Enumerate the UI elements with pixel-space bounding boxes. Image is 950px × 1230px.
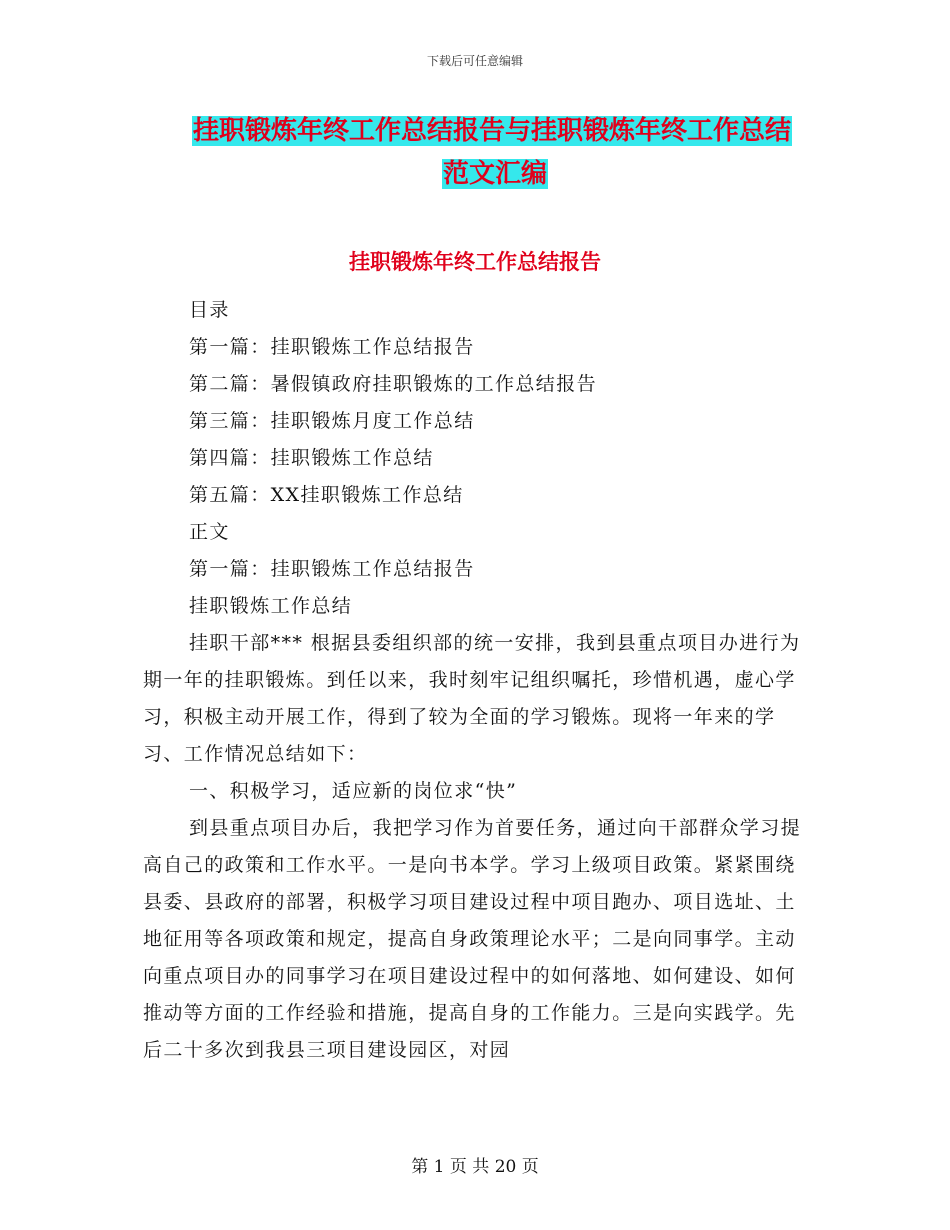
toc-heading: 目录 [189, 299, 230, 321]
document-title [192, 110, 812, 196]
sub-title: 挂职锻炼年终工作总结报告 [349, 250, 601, 274]
page-footer: 第 1 页 共 20 页 [411, 1157, 539, 1177]
document-body [143, 292, 805, 1069]
paragraph: 挂职干部*** 根据县委组织部的统一安排，我到县重点项目办进行为期一年的挂职锻炼。到任以来，我时刻牢记组织嘱托，珍惜机遇，虚心学习，积极主动开展工作，得到了较为全面的学习锻炼。现将一年来的学习、工作情况总结如下： [143, 632, 801, 765]
paragraph: 到县重点项目办后，我把学习作为首要任务，通过向干部群众学习提高自己的政策和工作水平。一是向书本学。学习上级项目政策。紧紧围绕县委、县政府的部署，积极学习项目建设过程中项目跑办、项目选址、土地征用等各项政策和规定，提高自身政策理论水平；二是向同事学。主动向重点项目办的同事学习在项目建设过程中的如何落地、如何建设、如何推动等方面的工作经验和措施，提高自身的工作能力。三是向实践学。先后二十多次到我县三项目建设园区，对园 [143, 817, 802, 1061]
toc-item: 第五篇：XX挂职锻炼工作总结 [189, 484, 464, 506]
point-heading: 一、积极学习，适应新的岗位求“快” [189, 780, 518, 802]
toc-item: 第一篇：挂职锻炼工作总结报告 [189, 336, 475, 358]
title-line-1: 挂职锻炼年终工作总结报告与挂职锻炼年终工作总结 [193, 116, 792, 146]
toc-item: 第二篇：暑假镇政府挂职锻炼的工作总结报告 [189, 373, 598, 395]
body-heading: 正文 [189, 521, 230, 543]
header-note: 下载后可任意编辑 [426, 54, 523, 68]
chapter-title: 第一篇：挂职锻炼工作总结报告 [189, 558, 475, 580]
toc-item: 第三篇：挂职锻炼月度工作总结 [189, 410, 475, 432]
section-title: 挂职锻炼工作总结 [189, 595, 353, 617]
toc-item: 第四篇：挂职锻炼工作总结 [189, 447, 434, 469]
title-line-2: 范文汇编 [442, 159, 547, 189]
